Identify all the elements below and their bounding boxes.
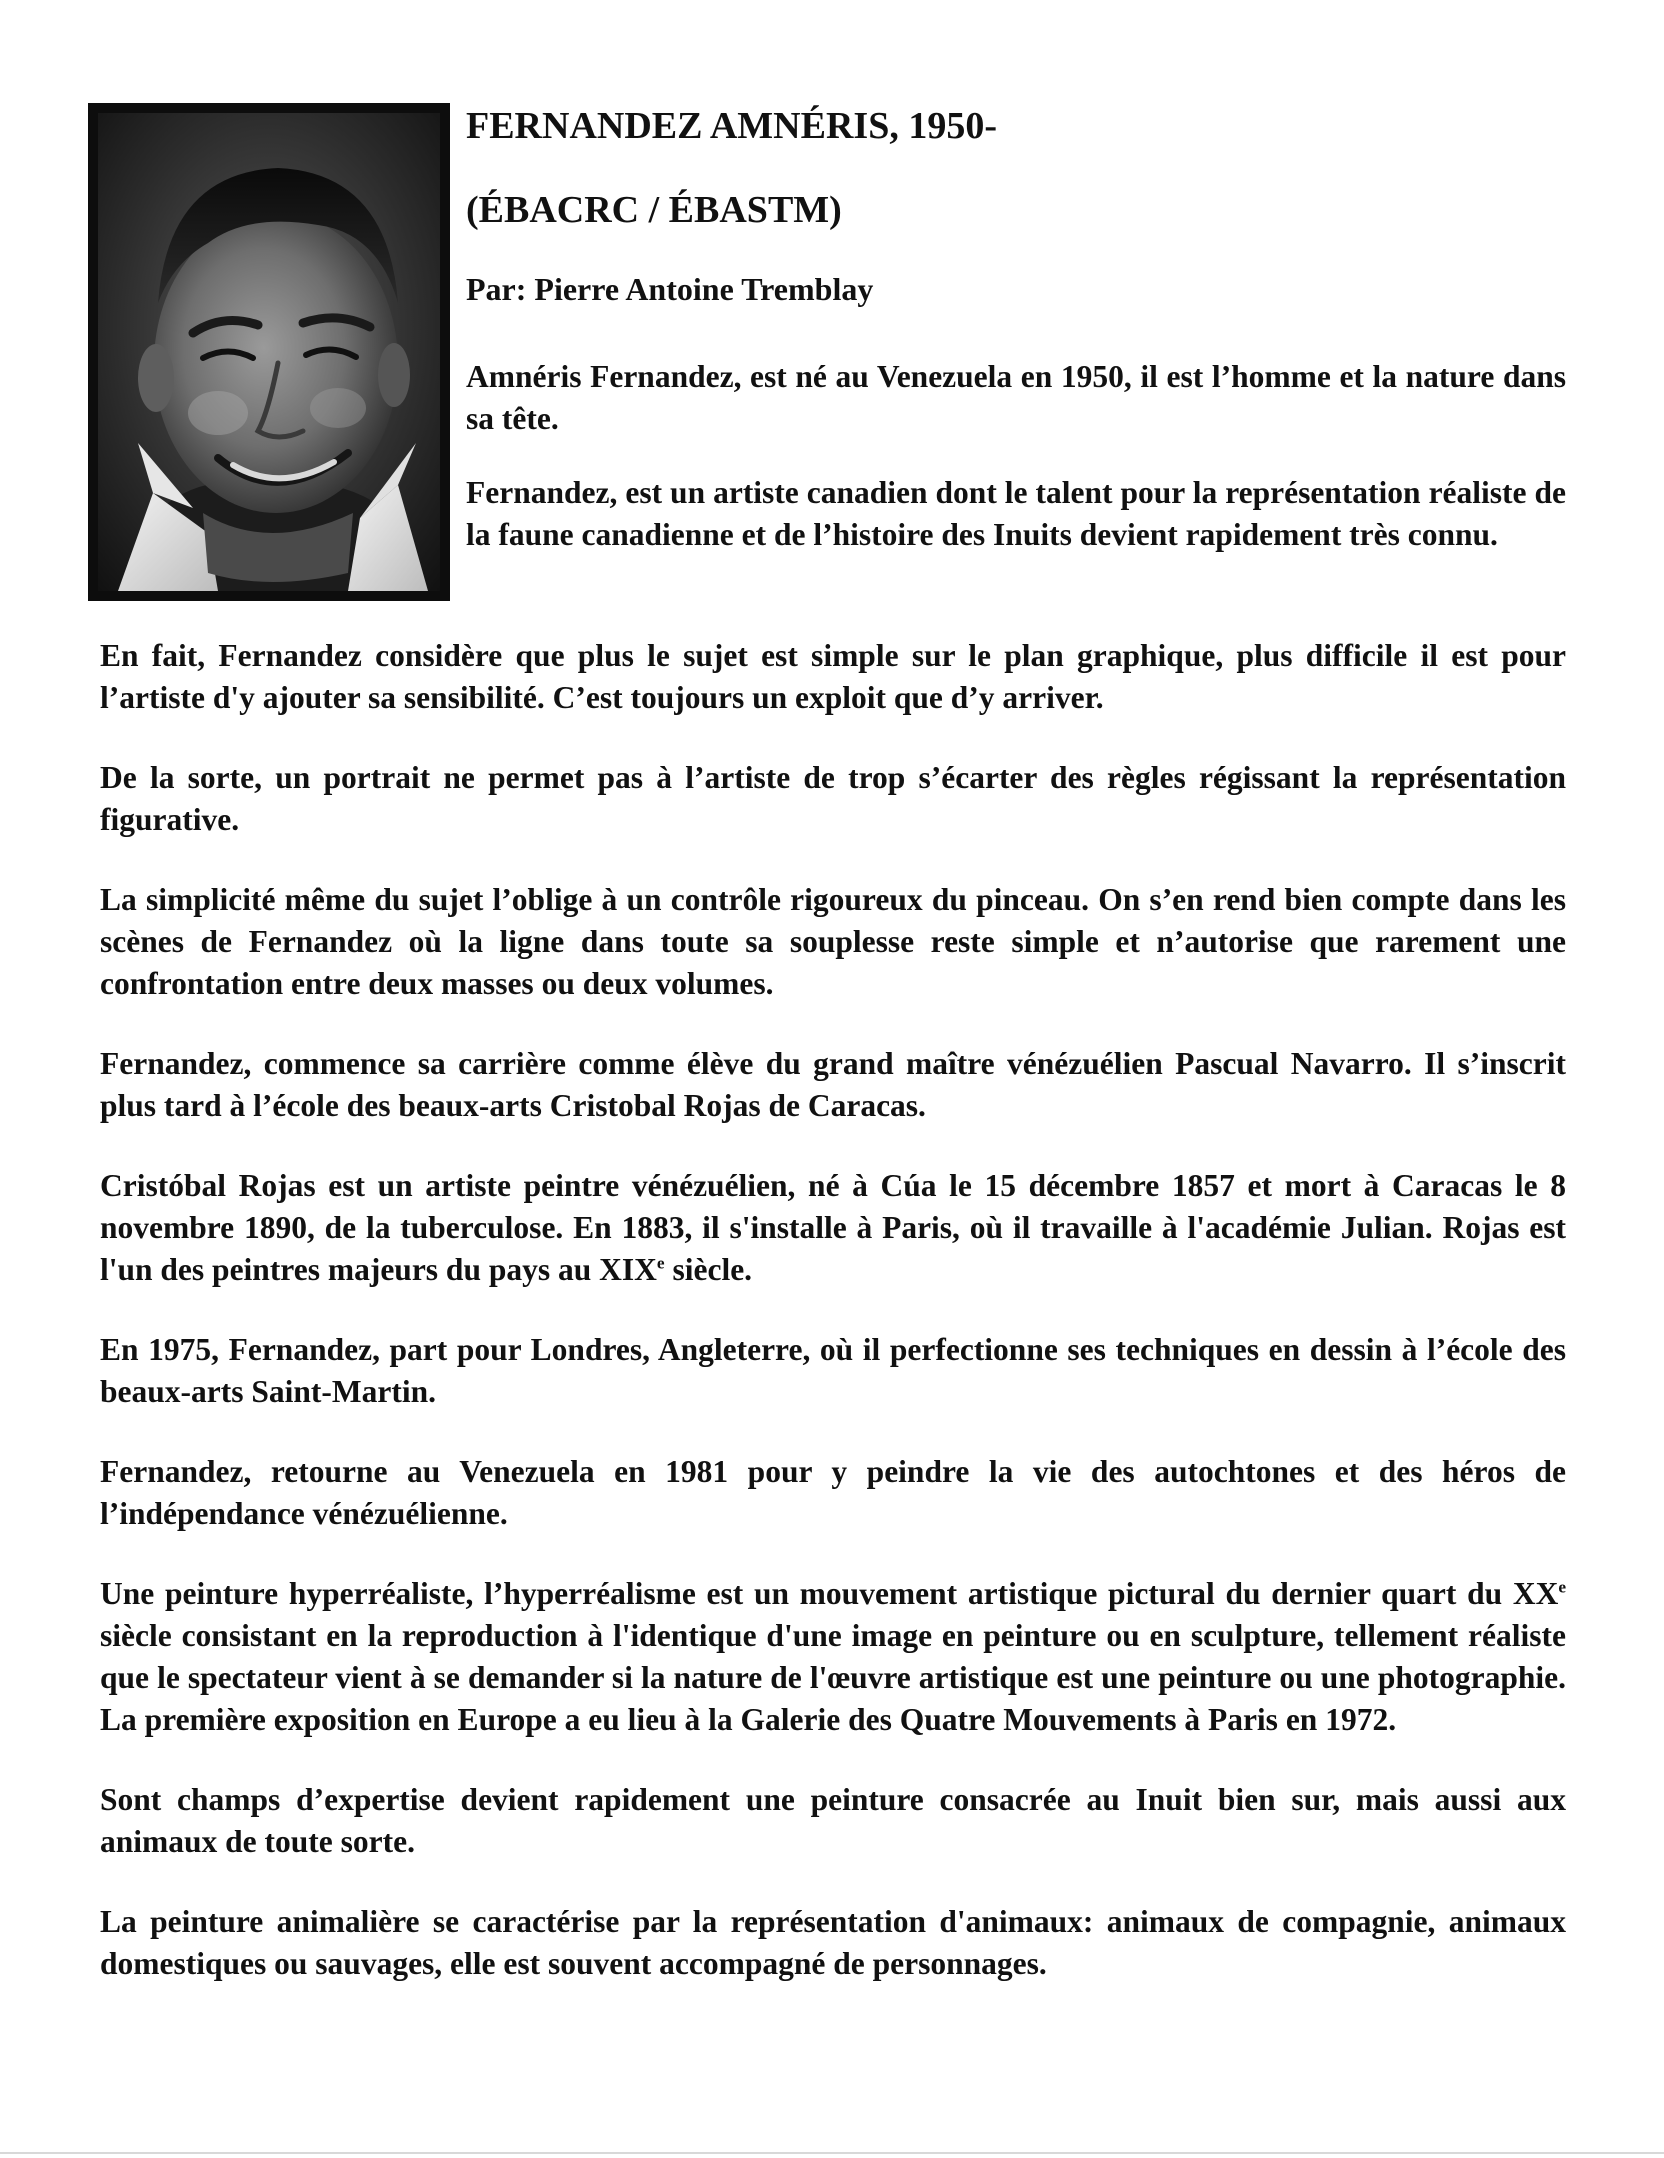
- superscript: e: [1558, 1577, 1566, 1597]
- body-paragraph-rojas: [100, 1165, 1566, 1291]
- article-body: [100, 635, 1566, 2023]
- body-paragraph: En fait, Fernandez considère que plus le sujet est simple sur le plan graphique, plus difficile il est pour l’artiste d'y ajouter sa sensibilité. C’est toujours un exploit que d’y arriver.: [100, 638, 1566, 715]
- scan-edge-line: [0, 2152, 1664, 2154]
- article-byline: Par: Pierre Antoine Tremblay: [466, 271, 874, 307]
- article-header: [466, 104, 1566, 308]
- article-subtitle: (ÉBACRC / ÉBASTM): [466, 189, 842, 231]
- body-paragraph: Fernandez, commence sa carrière comme élève du grand maître vénézuélien Pascual Navarro. Il s’inscrit plus tard à l’école des beaux-arts Cristobal Rojas de Caracas.: [100, 1046, 1566, 1123]
- portrait-image: [98, 113, 440, 591]
- body-paragraph: Fernandez, retourne au Venezuela en 1981 pour y peindre la vie des autochtones et des héros de l’indépendance vénézuélienne.: [100, 1454, 1566, 1531]
- text-run: Cristóbal Rojas est un artiste peintre vénézuélien, né à Cúa le 15 décembre 1857 et mort à Caracas le 8 novembre 1890, de la tuberculose. En 1883, il s'installe à Paris, où il travaille à l'académie Julian. Rojas est l'un des peintres majeurs du pays au XIX: [100, 1168, 1566, 1287]
- superscript: e: [656, 1253, 665, 1273]
- text-run: siècle.: [664, 1252, 753, 1287]
- body-paragraph: La peinture animalière se caractérise par la représentation d'animaux: animaux de compagnie, animaux domestiques ou sauvages, elle est souvent accompagné de personnages.: [100, 1904, 1566, 1981]
- body-paragraph-hyperrealism: [100, 1573, 1566, 1741]
- article-title: FERNANDEZ AMNÉRIS, 1950-: [466, 105, 997, 147]
- body-paragraph: En 1975, Fernandez, part pour Londres, Angleterre, où il perfectionne ses techniques en dessin à l’école des beaux-arts Saint-Martin.: [100, 1332, 1566, 1409]
- portrait-photo: [88, 103, 450, 601]
- body-paragraph: La simplicité même du sujet l’oblige à un contrôle rigoureux du pinceau. On s’en rend bien compte dans les scènes de Fernandez où la ligne dans toute sa souplesse reste simple et n’autorise que rarement une confrontation entre deux masses ou deux volumes.: [100, 882, 1566, 1001]
- body-paragraph: Sont champs d’expertise devient rapidement une peinture consacrée au Inuit bien sur, mais aussi aux animaux de toute sorte.: [100, 1782, 1566, 1859]
- text-run: Une peinture hyperréaliste, l’hyperréalisme est un mouvement artistique pictural du dernier quart du XX: [100, 1576, 1559, 1611]
- body-paragraph: De la sorte, un portrait ne permet pas à l’artiste de trop s’écarter des règles régissant la représentation figurative.: [100, 760, 1566, 837]
- text-run: siècle consistant en la reproduction à l'identique d'une image en peinture ou en sculpture, tellement réaliste que le spectateur vient à se demander si la nature de l'œuvre artistique est une peinture ou une photographie. La première exposition en Europe a eu lieu à la Galerie des Quatre Mouvements à Paris en 1972.: [100, 1618, 1566, 1737]
- intro-paragraph: Amnéris Fernandez, est né au Venezuela en 1950, il est l’homme et la nature dans sa tête.: [466, 359, 1566, 436]
- intro-paragraph: Fernandez, est un artiste canadien dont le talent pour la représentation réaliste de la faune canadienne et de l’histoire des Inuits devient rapidement très connu.: [466, 475, 1566, 552]
